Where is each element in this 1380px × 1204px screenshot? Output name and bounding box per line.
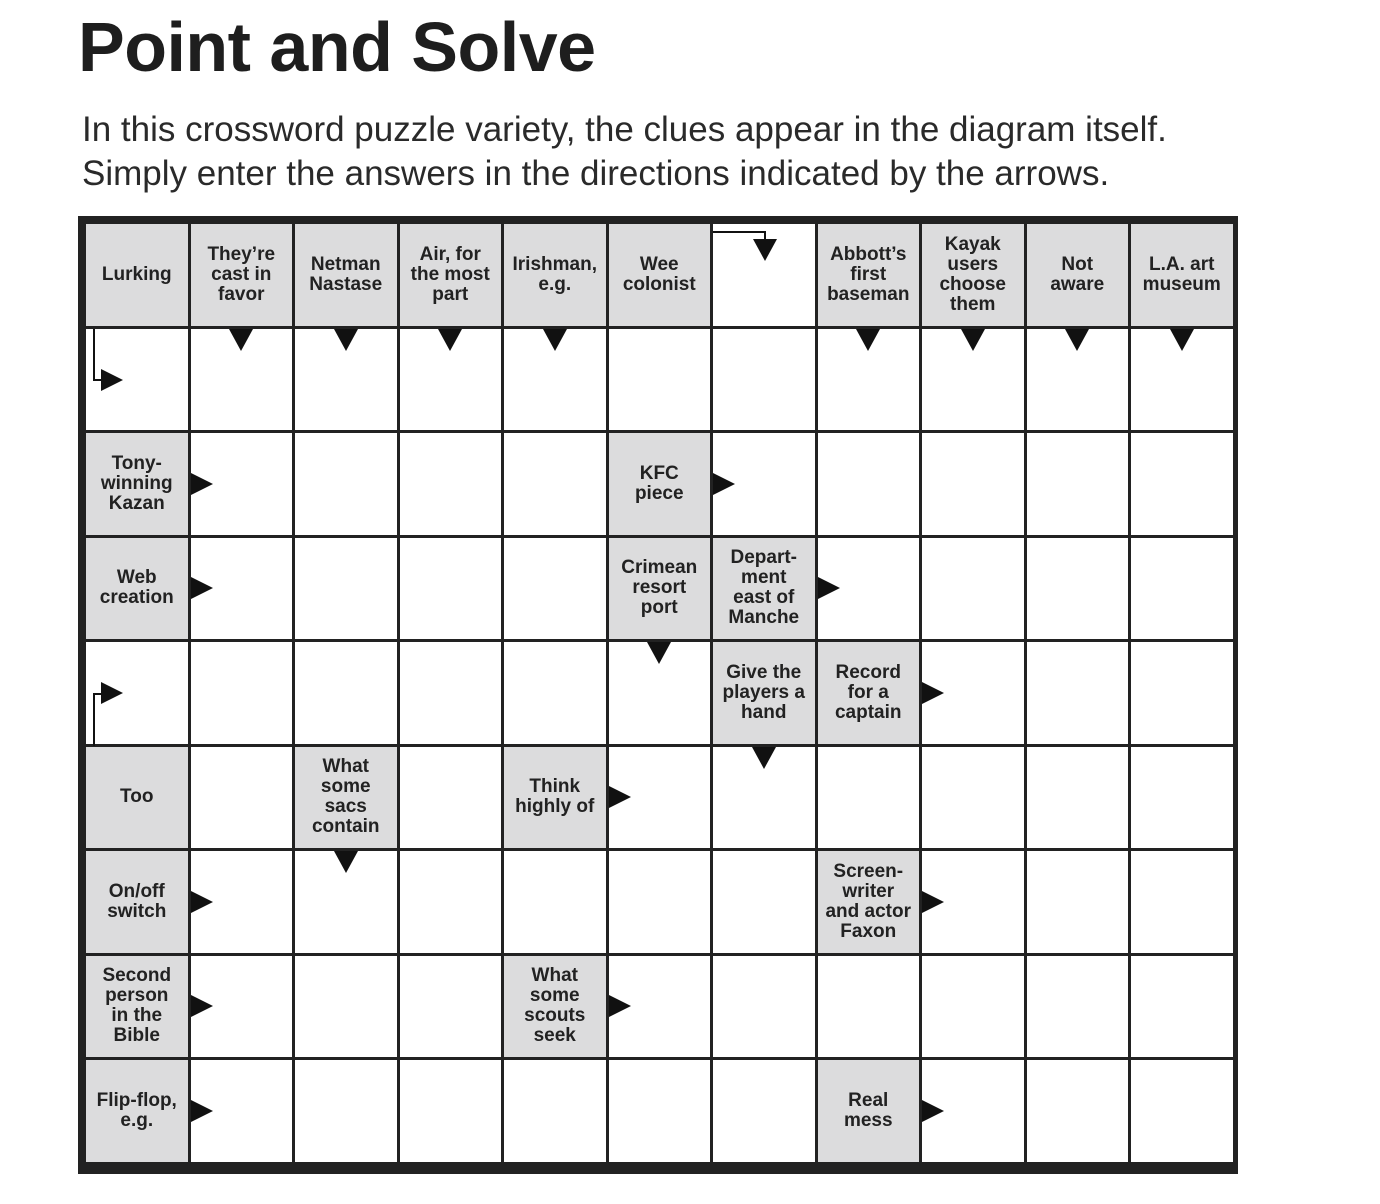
clue-text: Netman Nastase [309, 253, 383, 295]
answer-cell-r8-c2[interactable] [295, 1060, 397, 1162]
clue-cell-r5-c2 [295, 747, 397, 849]
answer-cell-r5-c7[interactable] [818, 747, 920, 849]
arrow-right-icon [609, 786, 631, 808]
answer-cell-r4-c1[interactable] [191, 642, 293, 744]
clue-text: Think highly of [515, 776, 595, 818]
answer-cell-r3-c9[interactable] [1027, 538, 1129, 640]
answer-cell-r2-c8[interactable] [922, 433, 1024, 535]
clue-text: Wee colonist [622, 253, 696, 295]
clue-cell-r0-c3 [400, 224, 502, 326]
answer-cell-r4-c3[interactable] [400, 642, 502, 744]
clue-cell-r5-c4 [504, 747, 606, 849]
clue-cell-r0-c9 [1027, 224, 1129, 326]
clue-text: Crimean resort port [621, 557, 698, 619]
clue-text: What some sacs contain [311, 756, 380, 838]
clue-text: On/off switch [107, 880, 167, 922]
clue-text: Lurking [101, 263, 172, 285]
clue-text: Not aware [1050, 253, 1105, 295]
answer-cell-r5-c8[interactable] [922, 747, 1024, 849]
clue-cell-r0-c1 [191, 224, 293, 326]
arrow-down-icon [961, 329, 985, 351]
arrow-down-icon [438, 329, 462, 351]
answer-cell-r8-c4[interactable] [504, 1060, 606, 1162]
arrow-right-icon [101, 682, 123, 704]
answer-cell-r1-c5[interactable] [609, 329, 711, 431]
clue-cell-r3-c6 [713, 538, 815, 640]
instructions-line-2: Simply enter the answers in the directions indicated by the arrows. [82, 154, 1110, 193]
arrow-down-icon [753, 239, 777, 261]
arrow-right-icon [101, 369, 123, 391]
answer-cell-r7-c7[interactable] [818, 956, 920, 1058]
arrow-right-icon [191, 891, 213, 913]
arrow-down-icon [334, 329, 358, 351]
answer-cell-r7-c8[interactable] [922, 956, 1024, 1058]
clue-text: Flip-flop, e.g. [96, 1089, 177, 1131]
clue-text: Web creation [99, 567, 174, 609]
arrow-down-icon [752, 747, 776, 769]
answer-cell-r8-c10[interactable] [1131, 1060, 1233, 1162]
clue-text: Second person in the Bible [102, 965, 172, 1047]
answer-cell-r7-c6[interactable] [713, 956, 815, 1058]
arrow-right-icon [191, 577, 213, 599]
clue-cell-r5-c0 [86, 747, 188, 849]
answer-cell-r2-c2[interactable] [295, 433, 397, 535]
answer-cell-r5-c1[interactable] [191, 747, 293, 849]
clue-cell-r2-c5 [609, 433, 711, 535]
clue-text: What some scouts seek [524, 965, 586, 1047]
clue-cell-r0-c10 [1131, 224, 1233, 326]
answer-cell-r8-c9[interactable] [1027, 1060, 1129, 1162]
answer-cell-r6-c5[interactable] [609, 851, 711, 953]
clue-text: They’re cast in favor [207, 243, 276, 305]
clue-text: Air, for the most part [410, 243, 490, 305]
clue-cell-r3-c0 [86, 538, 188, 640]
arrow-right-icon [922, 682, 944, 704]
answer-cell-r6-c4[interactable] [504, 851, 606, 953]
answer-cell-r6-c3[interactable] [400, 851, 502, 953]
clue-cell-r6-c7 [818, 851, 920, 953]
arrow-down-icon [334, 851, 358, 873]
answer-cell-r3-c2[interactable] [295, 538, 397, 640]
arrow-right-icon [609, 995, 631, 1017]
answer-cell-r4-c4[interactable] [504, 642, 606, 744]
instructions [82, 108, 1282, 196]
answer-cell-r7-c10[interactable] [1131, 956, 1233, 1058]
clue-cell-r0-c0 [86, 224, 188, 326]
answer-cell-r8-c5[interactable] [609, 1060, 711, 1162]
answer-cell-r2-c9[interactable] [1027, 433, 1129, 535]
clue-text: Abbott’s first baseman [827, 243, 910, 305]
arrow-right-icon [922, 1100, 944, 1122]
answer-cell-r3-c4[interactable] [504, 538, 606, 640]
arrow-down-icon [1170, 329, 1194, 351]
answer-cell-r2-c3[interactable] [400, 433, 502, 535]
clue-cell-r4-c6 [713, 642, 815, 744]
clue-cell-r7-c0 [86, 956, 188, 1058]
clue-text: Too [120, 786, 154, 808]
clue-text: Real mess [843, 1089, 893, 1131]
instructions-line-1: In this crossword puzzle variety, the clues appear in the diagram itself. [82, 110, 1167, 149]
clue-text: Screen- writer and actor Faxon [825, 860, 912, 942]
answer-cell-r7-c9[interactable] [1027, 956, 1129, 1058]
clue-cell-r0-c5 [609, 224, 711, 326]
answer-cell-r8-c6[interactable] [713, 1060, 815, 1162]
answer-cell-r6-c9[interactable] [1027, 851, 1129, 953]
clue-text: Record for a captain [834, 661, 902, 723]
arrow-right-icon [191, 473, 213, 495]
answer-cell-r5-c3[interactable] [400, 747, 502, 849]
clue-cell-r4-c7 [818, 642, 920, 744]
answer-cell-r1-c6[interactable] [713, 329, 815, 431]
clue-cell-r8-c0 [86, 1060, 188, 1162]
clue-text: L.A. art museum [1142, 253, 1221, 295]
arrow-right-icon [191, 1100, 213, 1122]
clue-cell-r3-c5 [609, 538, 711, 640]
clue-cell-r0-c4 [504, 224, 606, 326]
clue-text: Kayak users choose them [939, 233, 1007, 315]
answer-cell-r4-c2[interactable] [295, 642, 397, 744]
answer-cell-r3-c8[interactable] [922, 538, 1024, 640]
clue-text: Irishman, e.g. [512, 253, 597, 295]
clue-cell-r0-c7 [818, 224, 920, 326]
clue-text: Tony- winning Kazan [100, 452, 173, 514]
clue-text: KFC piece [634, 462, 684, 504]
answer-cell-r2-c4[interactable] [504, 433, 606, 535]
arrow-down-icon [543, 329, 567, 351]
arrow-right-icon [191, 995, 213, 1017]
clue-cell-r7-c4 [504, 956, 606, 1058]
clue-cell-r2-c0 [86, 433, 188, 535]
arrow-right-icon [922, 891, 944, 913]
clue-text: Depart- ment east of Manche [728, 547, 800, 629]
answer-cell-r2-c7[interactable] [818, 433, 920, 535]
answer-cell-r2-c10[interactable] [1131, 433, 1233, 535]
answer-cell-r6-c6[interactable] [713, 851, 815, 953]
answer-cell-r3-c3[interactable] [400, 538, 502, 640]
arrow-right-icon [713, 473, 735, 495]
clue-cell-r8-c7 [818, 1060, 920, 1162]
clue-cell-r0-c8 [922, 224, 1024, 326]
answer-cell-r7-c3[interactable] [400, 956, 502, 1058]
crossword-grid [78, 216, 1238, 1174]
answer-cell-r5-c10[interactable] [1131, 747, 1233, 849]
answer-cell-r3-c10[interactable] [1131, 538, 1233, 640]
arrow-right-icon [818, 577, 840, 599]
answer-cell-r6-c10[interactable] [1131, 851, 1233, 953]
answer-cell-r4-c9[interactable] [1027, 642, 1129, 744]
clue-cell-r6-c0 [86, 851, 188, 953]
answer-cell-r8-c3[interactable] [400, 1060, 502, 1162]
answer-cell-r4-c10[interactable] [1131, 642, 1233, 744]
answer-cell-r5-c9[interactable] [1027, 747, 1129, 849]
arrow-down-icon [647, 642, 671, 664]
answer-cell-r7-c2[interactable] [295, 956, 397, 1058]
clue-cell-r0-c2 [295, 224, 397, 326]
arrow-down-icon [856, 329, 880, 351]
puzzle-title: Point and Solve [78, 8, 596, 86]
arrow-down-icon [229, 329, 253, 351]
clue-text: Give the players a hand [722, 661, 805, 723]
arrow-down-icon [1065, 329, 1089, 351]
